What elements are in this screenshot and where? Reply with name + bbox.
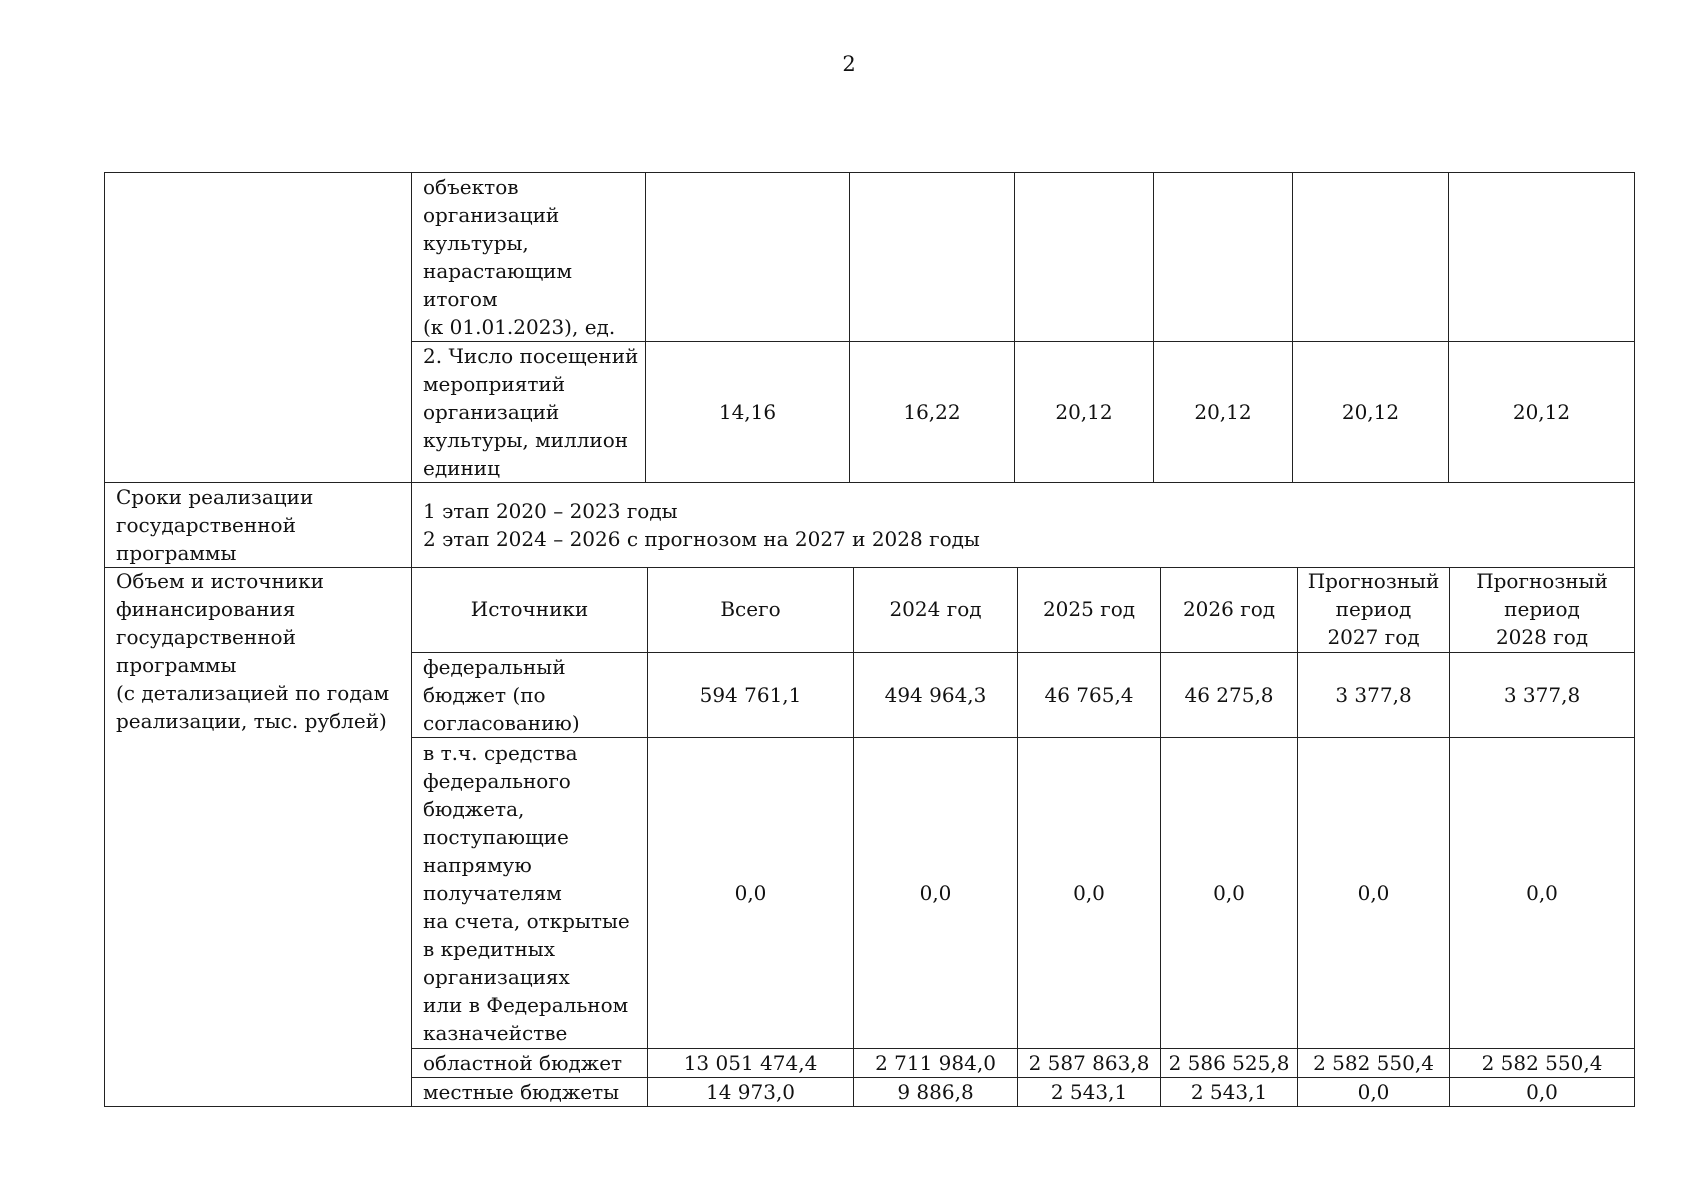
terms-value-line: 1 этап 2020 – 2023 годы	[423, 499, 678, 523]
indicators-table	[104, 172, 1635, 568]
value-cell: 3 377,8	[1450, 652, 1635, 737]
header-2027-line: 2027 год	[1327, 625, 1420, 650]
source-line: или в Федеральном	[423, 992, 629, 1017]
indicator-1-line: итогом	[423, 287, 498, 311]
table-cell	[1015, 173, 1154, 342]
indicator-2-value: 20,12	[1293, 342, 1449, 483]
value-cell: 0,0	[1161, 737, 1298, 1048]
header-2028-line: Прогнозный	[1476, 569, 1608, 594]
source-line: бюджета,	[423, 796, 525, 821]
source-line: федерального	[423, 768, 571, 793]
indicator-1-line: нарастающим	[423, 259, 573, 283]
financing-table	[104, 567, 1635, 1107]
source-name: областной бюджет	[412, 1048, 648, 1077]
page-number: 2	[842, 52, 856, 76]
header-2025: 2025 год	[1018, 567, 1161, 652]
source-line: федеральный	[423, 654, 566, 679]
terms-label-line: программы	[116, 541, 237, 565]
value-cell: 46 765,4	[1018, 652, 1161, 737]
source-line: бюджет (по	[423, 682, 546, 707]
value-cell: 0,0	[1298, 1077, 1450, 1106]
value-cell: 9 886,8	[854, 1077, 1018, 1106]
table-cell	[1293, 173, 1449, 342]
financing-header-row	[105, 567, 1635, 652]
indicator-1-line: (к 01.01.2023), ед.	[423, 315, 616, 339]
source-name	[412, 652, 648, 737]
value-cell: 2 587 863,8	[1018, 1048, 1161, 1077]
terms-row	[105, 483, 1635, 568]
empty-label-cell	[105, 173, 412, 483]
value-cell: 0,0	[854, 737, 1018, 1048]
terms-value	[412, 483, 1635, 568]
terms-label	[105, 483, 412, 568]
source-line: напрямую	[423, 852, 532, 877]
value-cell: 3 377,8	[1298, 652, 1450, 737]
source-name: местные бюджеты	[412, 1077, 648, 1106]
source-line: на счета, открытые	[423, 908, 630, 933]
indicator-2-line: мероприятий	[423, 372, 566, 396]
indicator-row-1	[105, 173, 1635, 342]
financing-label	[105, 567, 412, 1106]
financing-label-line: финансирования	[116, 597, 296, 621]
financing-label-line: государственной	[116, 625, 296, 649]
header-2028-line: период	[1504, 597, 1580, 622]
financing-label-line: реализации, тыс. рублей)	[116, 709, 387, 733]
terms-label-line: государственной	[116, 513, 296, 537]
value-cell: 594 761,1	[648, 652, 854, 737]
value-cell: 13 051 474,4	[648, 1048, 854, 1077]
financing-label-line: программы	[116, 653, 237, 677]
indicator-2-value: 20,12	[1015, 342, 1154, 483]
source-name	[412, 737, 648, 1048]
source-line: казначействе	[423, 1020, 568, 1045]
header-sources: Источники	[412, 567, 648, 652]
value-cell: 0,0	[1018, 737, 1161, 1048]
header-2024: 2024 год	[854, 567, 1018, 652]
indicator-1-line: объектов	[423, 175, 519, 199]
indicator-2-value: 20,12	[1449, 342, 1635, 483]
indicator-2-line: единиц	[423, 456, 501, 480]
terms-value-line: 2 этап 2024 – 2026 с прогнозом на 2027 и 2028 годы	[423, 527, 980, 551]
value-cell: 2 711 984,0	[854, 1048, 1018, 1077]
header-2026: 2026 год	[1161, 567, 1298, 652]
indicator-1-line: организаций	[423, 203, 560, 227]
header-2027-line: Прогнозный	[1307, 569, 1440, 594]
terms-label-line: Сроки реализации	[116, 485, 314, 509]
indicator-2-name	[412, 342, 646, 483]
header-2027-line: период	[1335, 597, 1412, 622]
indicator-2-value: 16,22	[850, 342, 1015, 483]
table-cell	[1154, 173, 1293, 342]
value-cell: 2 582 550,4	[1298, 1048, 1450, 1077]
source-line: получателям	[423, 880, 562, 905]
value-cell: 2 586 525,8	[1161, 1048, 1298, 1077]
indicator-2-line: организаций	[423, 400, 560, 424]
indicator-2-line: 2. Число посещений	[423, 344, 639, 368]
value-cell: 0,0	[1450, 1077, 1635, 1106]
table-cell	[850, 173, 1015, 342]
source-line: в т.ч. средства	[423, 740, 578, 765]
indicator-2-value: 14,16	[646, 342, 850, 483]
indicator-1-name	[412, 173, 646, 342]
table-cell	[1449, 173, 1635, 342]
value-cell: 2 543,1	[1161, 1077, 1298, 1106]
source-line: в кредитных	[423, 936, 555, 961]
financing-label-line: (с детализацией по годам	[116, 681, 390, 705]
header-total: Всего	[648, 567, 854, 652]
source-line: согласованию)	[423, 710, 580, 735]
indicator-2-value: 20,12	[1154, 342, 1293, 483]
header-2028-line: 2028 год	[1495, 625, 1589, 650]
value-cell: 46 275,8	[1161, 652, 1298, 737]
indicator-2-line: культуры, миллион	[423, 428, 629, 452]
source-line: организациях	[423, 964, 570, 989]
value-cell: 2 582 550,4	[1450, 1048, 1635, 1077]
value-cell: 0,0	[648, 737, 854, 1048]
table-cell	[646, 173, 850, 342]
indicator-1-line: культуры,	[423, 231, 529, 255]
value-cell: 0,0	[1298, 737, 1450, 1048]
value-cell: 494 964,3	[854, 652, 1018, 737]
source-line: поступающие	[423, 824, 569, 849]
header-2028	[1450, 567, 1635, 652]
financing-label-line: Объем и источники	[116, 569, 324, 593]
value-cell: 0,0	[1450, 737, 1635, 1048]
value-cell: 2 543,1	[1018, 1077, 1161, 1106]
header-2027	[1298, 567, 1450, 652]
value-cell: 14 973,0	[648, 1077, 854, 1106]
